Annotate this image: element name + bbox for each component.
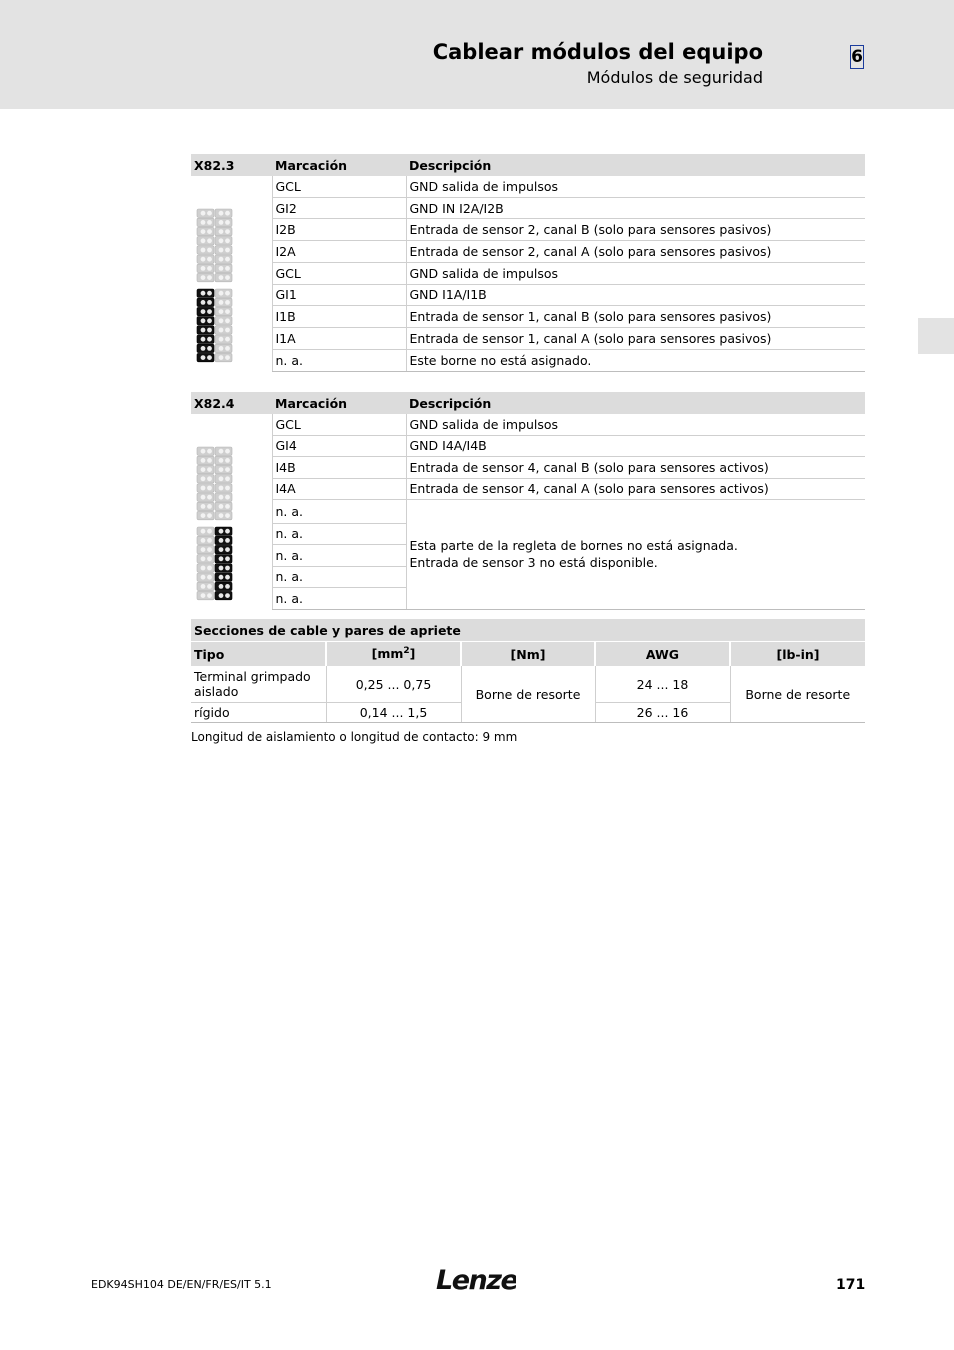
description-cell: Entrada de sensor 1, canal B (solo para sensores pasivos) [406,306,865,328]
header-description: Descripción [406,154,865,176]
header-awg: AWG [595,642,730,667]
description-cell: GND I1A/I1B [406,284,865,306]
note-line-1: Esta parte de la regleta de bornes no está asignada. [409,538,738,554]
tipo-cell: Terminal grimpado aislado [191,666,326,703]
table-row [191,349,865,371]
lbin-cell: Borne de resorte [730,666,865,723]
awg-cell: 26 ... 16 [595,703,730,723]
header-nm: [Nm] [461,642,595,667]
terminal-strip-image-x82-4 [191,414,272,609]
marking-cell: GCL [272,176,406,197]
table-x82-3 [191,154,865,372]
header-description: Descripción [406,392,865,414]
marking-cell: n. a. [272,500,406,524]
table-header-row [191,392,865,414]
marking-cell: n. a. [272,566,406,588]
description-cell: Entrada de sensor 4, canal B (solo para sensores activos) [406,457,865,479]
marking-cell: n. a. [272,588,406,610]
page-title: Cablear módulos del equipo [432,40,763,64]
marking-cell: n. a. [272,523,406,545]
table-row [191,197,865,219]
description-cell: Entrada de sensor 1, canal A (solo para sensores pasivos) [406,328,865,350]
marking-cell: n. a. [272,545,406,567]
marking-cell: I4A [272,478,406,500]
chapter-number: 6 [851,47,863,67]
description-cell: GND salida de impulsos [406,176,865,197]
table-caption: Secciones de cable y pares de apriete [191,619,865,642]
header-x82-4: X82.4 [191,392,272,414]
lenze-logo-icon [436,1263,516,1295]
description-cell: Entrada de sensor 4, canal A (solo para sensores activos) [406,478,865,500]
awg-cell: 24 ... 18 [595,666,730,703]
lenze-logo [436,1263,516,1299]
table-row [191,328,865,350]
page-number: 171 [836,1277,866,1293]
header-lbin: [lb-in] [730,642,865,667]
description-cell: GND I4A/I4B [406,435,865,457]
marking-cell: I4B [272,457,406,479]
description-cell: GND IN I2A/I2B [406,197,865,219]
table-row [191,457,865,479]
marking-cell: GCL [272,262,406,284]
terminal-strip-image-x82-3 [191,176,272,371]
table-row [191,241,865,263]
table-row [191,284,865,306]
table-row [191,500,865,524]
table-header-row [191,154,865,176]
marking-cell: n. a. [272,349,406,371]
marking-cell: GCL [272,414,406,435]
page-subtitle: Módulos de seguridad [586,68,763,87]
marking-cell: I1A [272,328,406,350]
header-marking: Marcación [272,154,406,176]
table-row [191,176,865,197]
header-x82-3: X82.3 [191,154,272,176]
marking-cell: I1B [272,306,406,328]
table-row [191,666,865,703]
footnote: Longitud de aislamiento o longitud de contacto: 9 mm [191,730,518,744]
marking-cell: I2A [272,241,406,263]
table-x82-4 [191,392,865,610]
description-cell: GND salida de impulsos [406,414,865,435]
table-row [191,306,865,328]
description-cell: Entrada de sensor 2, canal B (solo para sensores pasivos) [406,219,865,241]
description-cell: Este borne no está asignado. [406,349,865,371]
marking-cell: GI1 [272,284,406,306]
description-cell: Entrada de sensor 2, canal A (solo para sensores pasivos) [406,241,865,263]
marking-cell: GI4 [272,435,406,457]
table-row [191,262,865,284]
marking-cell: I2B [272,219,406,241]
mm2-cell: 0,14 ... 1,5 [326,703,461,723]
side-tab-marker [918,318,954,354]
svg-text:Lenze: Lenze [436,1265,516,1295]
table-caption-row [191,619,865,642]
table-header-row [191,642,865,667]
header-mm2: $[mm^2]$ [326,642,461,667]
table-row [191,435,865,457]
marking-cell: GI2 [272,197,406,219]
table-row [191,219,865,241]
header-tipo: Tipo [191,642,326,667]
header-marking: Marcación [272,392,406,414]
mm2-cell: 0,25 ... 0,75 [326,666,461,703]
table-row [191,478,865,500]
tipo-cell: rígido [191,703,326,723]
note-line-2: Entrada de sensor 3 no está disponible. [409,555,658,571]
terminal-strip-icon [191,414,272,606]
terminal-strip-icon [191,176,272,368]
document-code: EDK94SH104 DE/EN/FR/ES/IT 5.1 [91,1278,272,1291]
table-row [191,414,865,435]
cable-sections-table [191,619,865,723]
unassigned-note [406,500,865,610]
nm-cell: Borne de resorte [461,666,595,723]
description-cell: GND salida de impulsos [406,262,865,284]
